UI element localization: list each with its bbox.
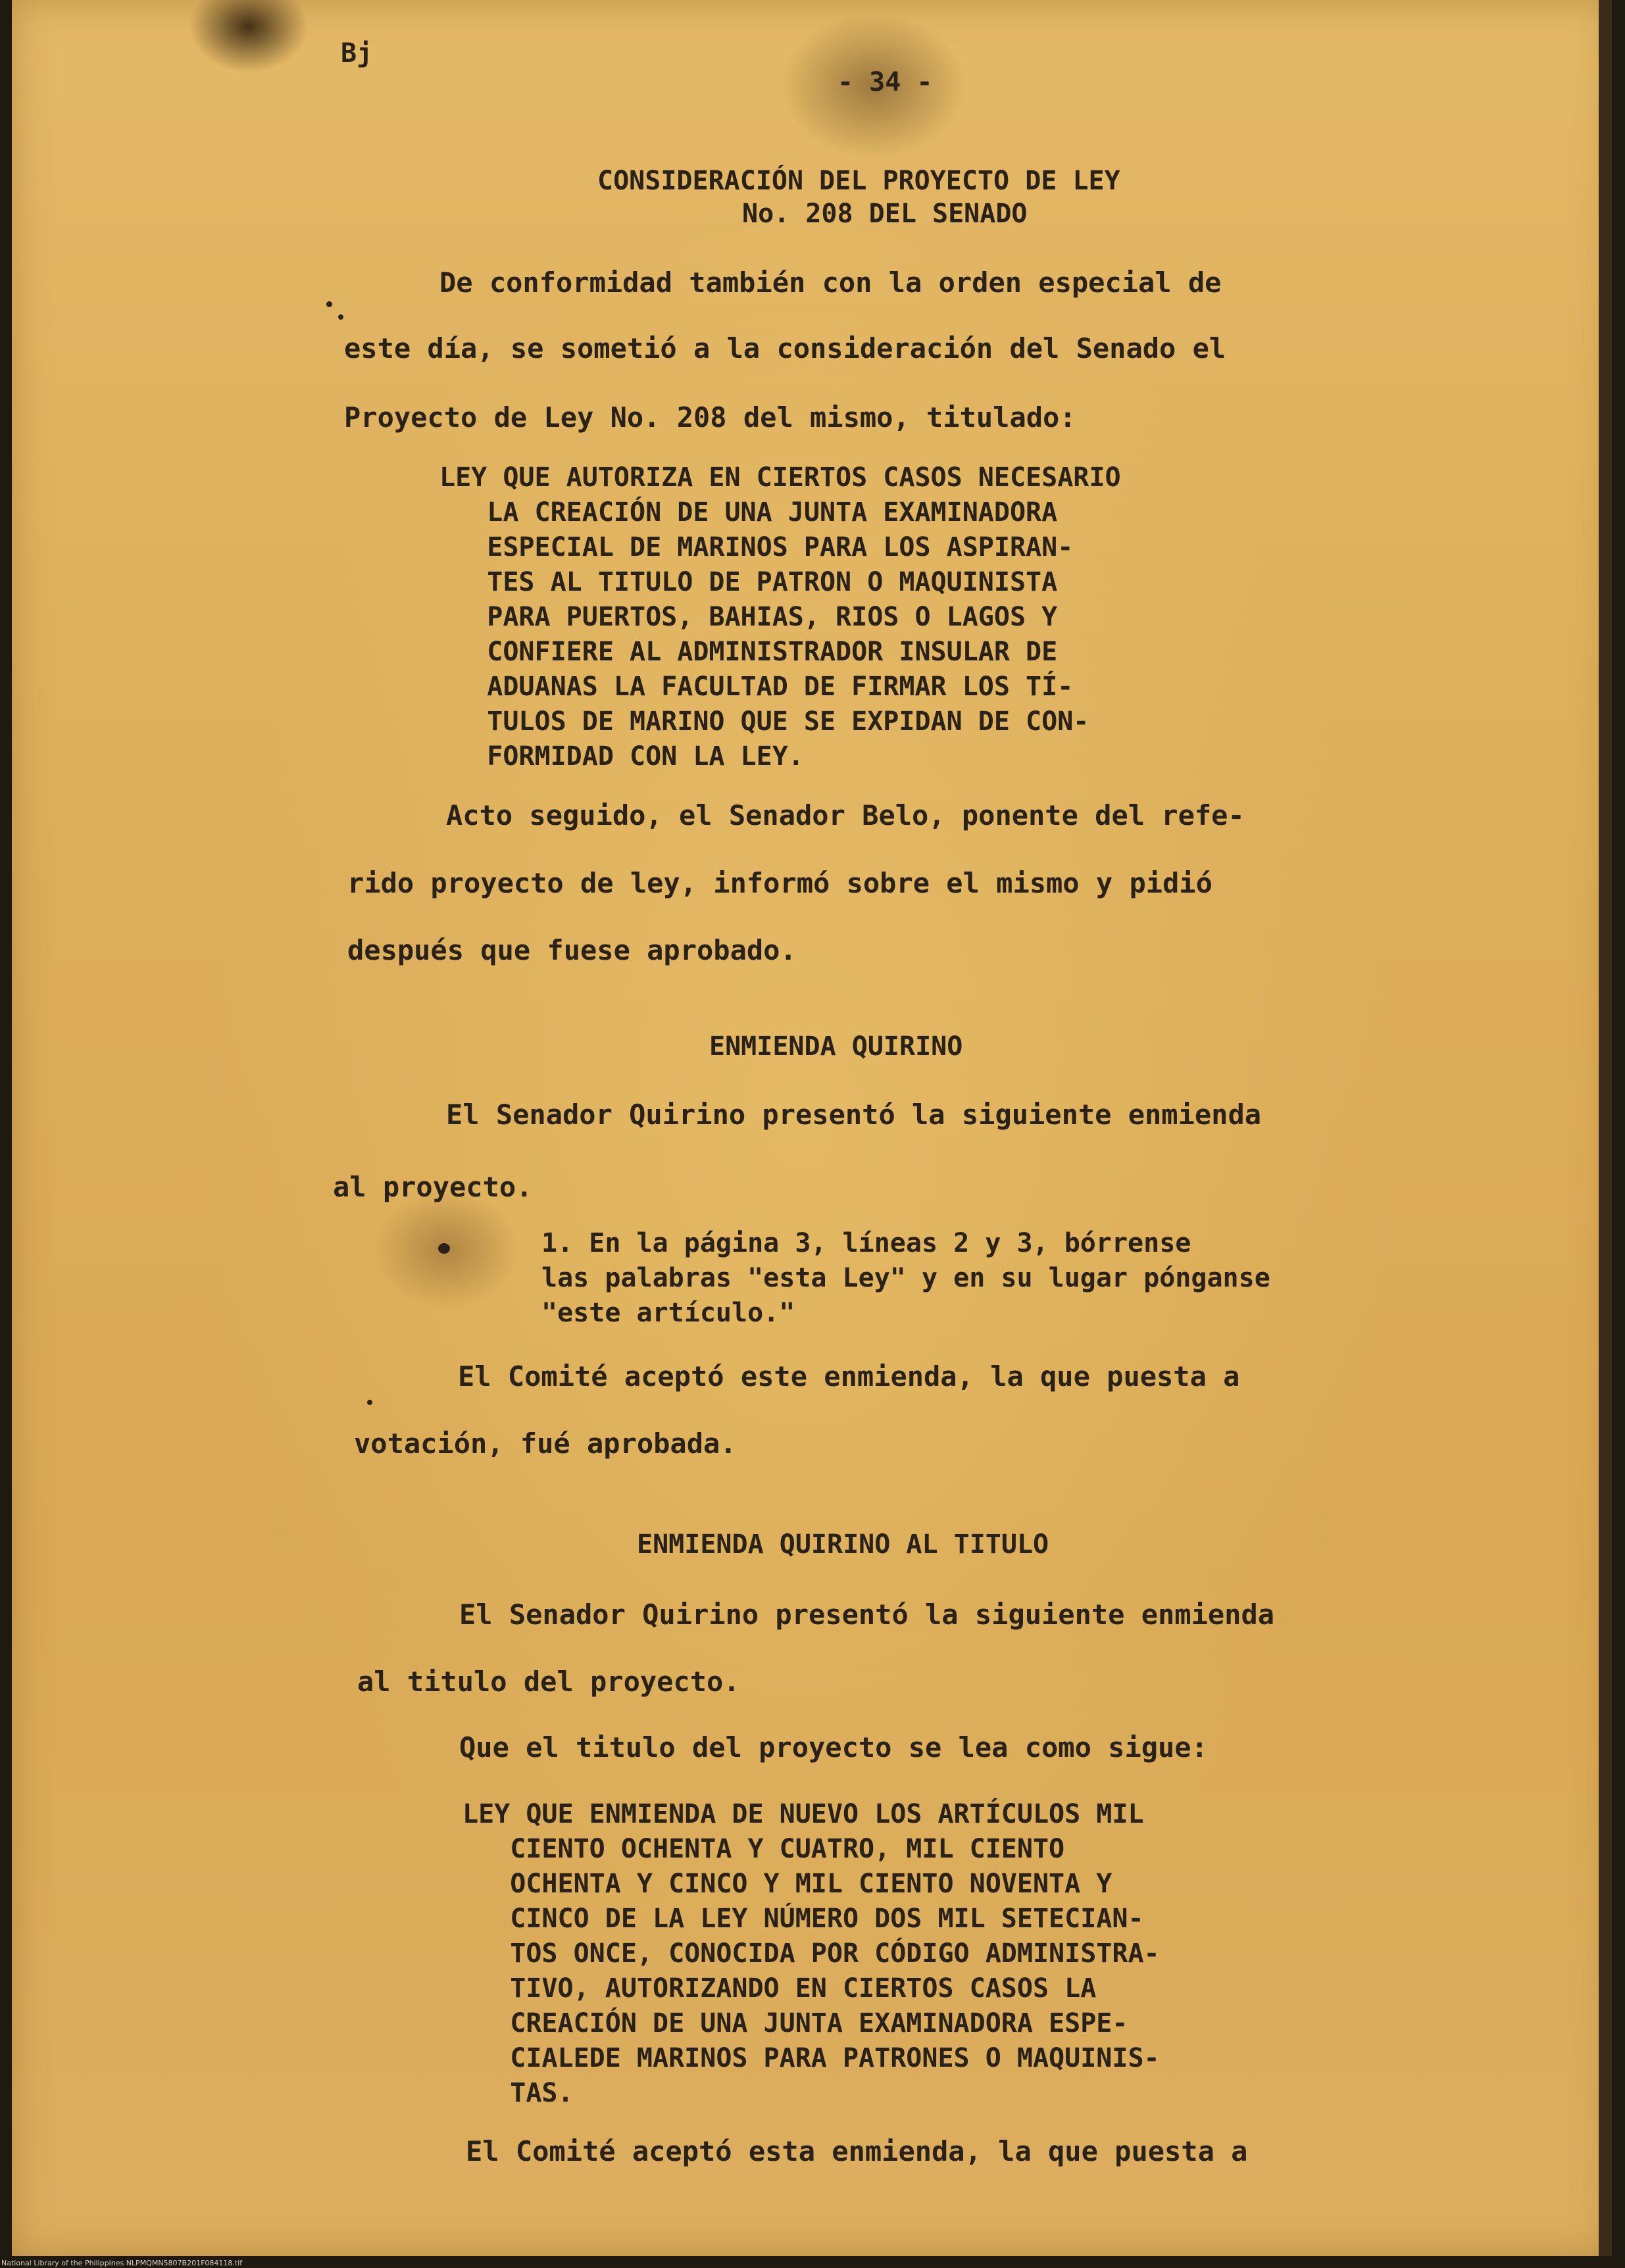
paragraph-line: después que fuese aprobado. bbox=[347, 934, 797, 966]
paragraph-line: De conformidad también con la orden especial de bbox=[439, 266, 1222, 299]
amendment-text: 1. En la página 3, líneas 2 y 3, bórrense las palabras "esta Ley" y en su lugar pónganse "este artículo." bbox=[541, 1228, 1270, 1328]
paragraph-line: este día, se sometió a la consideración del Senado el bbox=[344, 332, 1226, 364]
ink-spot bbox=[367, 1400, 372, 1405]
paragraph-line: rido proyecto de ley, informó sobre el mismo y pidió bbox=[347, 867, 1212, 899]
ink-spot bbox=[438, 1243, 450, 1254]
ink-spot bbox=[338, 314, 343, 320]
section-heading: ENMIENDA QUIRINO bbox=[709, 1031, 963, 1062]
document-page bbox=[12, 0, 1612, 2256]
paragraph-line: votación, fué aprobada. bbox=[354, 1427, 737, 1460]
new-title-quote: LEY QUE ENMIENDA DE NUEVO LOS ARTÍCULOS MIL CIENTO OCHENTA Y CUATRO, MIL CIENTO OCHENTA Y CINCO Y MIL CIENTO NOVENTA Y CINCO DE LA LEY NÚMERO DOS MIL SETECIAN- TOS ONCE, CONOCIDA POR CÓDIGO ADMINISTRA- TIVO, AUTORIZANDO EN CIERTOS CASOS LA CREACIÓN DE UNA JUNTA EXAMINADORA ESPE- CIALEDE MARINOS PARA PATRONES O MAQUINIS- TAS. bbox=[463, 1799, 1160, 2108]
scan-edge bbox=[1599, 0, 1612, 2256]
paragraph-line: El Comité aceptó este enmienda, la que puesta a bbox=[458, 1360, 1240, 1393]
page-number: - 34 - bbox=[838, 67, 933, 97]
bill-title-quote: LEY QUE AUTORIZA EN CIERTOS CASOS NECESARIO LA CREACIÓN DE UNA JUNTA EXAMINADORA ESPECIAL DE MARINOS PARA LOS ASPIRAN- TES AL TITULO DE PATRON O MAQUINISTA PARA PUERTOS, BAHIAS, RIOS O LAGOS Y CONFIERE AL ADMINISTRADOR INSULAR DE ADUANAS LA FACULTAD DE FIRMAR LOS TÍ- TULOS DE MARINO QUE SE EXPIDAN DE CON- FORMIDAD CON LA LEY. bbox=[439, 462, 1121, 772]
archive-footer: National Library of the Philippines NLPMQMN5807B201F084118.tif bbox=[1, 2259, 243, 2267]
paragraph-line: Acto seguido, el Senador Belo, ponente del refe- bbox=[446, 799, 1245, 831]
typist-initials: Bj bbox=[341, 38, 373, 68]
ink-spot bbox=[326, 301, 332, 307]
section-heading: ENMIENDA QUIRINO AL TITULO bbox=[637, 1529, 1049, 1560]
paragraph-line: Proyecto de Ley No. 208 del mismo, titulado: bbox=[344, 401, 1076, 433]
paragraph-line: al proyecto. bbox=[333, 1171, 533, 1203]
paragraph-line: El Senador Quirino presentó la siguiente enmienda bbox=[459, 1598, 1275, 1631]
section-heading-line-2: No. 208 DEL SENADO bbox=[742, 199, 1028, 229]
paragraph-line: al titulo del proyecto. bbox=[357, 1665, 740, 1698]
paragraph-line: El Senador Quirino presentó la siguiente enmienda bbox=[446, 1098, 1262, 1131]
section-heading-line-1: CONSIDERACIÓN DEL PROYECTO DE LEY bbox=[597, 166, 1120, 196]
paragraph-line: El Comité aceptó esta enmienda, la que puesta a bbox=[466, 2135, 1248, 2167]
paragraph-line: Que el titulo del proyecto se lea como sigue: bbox=[459, 1731, 1208, 1763]
